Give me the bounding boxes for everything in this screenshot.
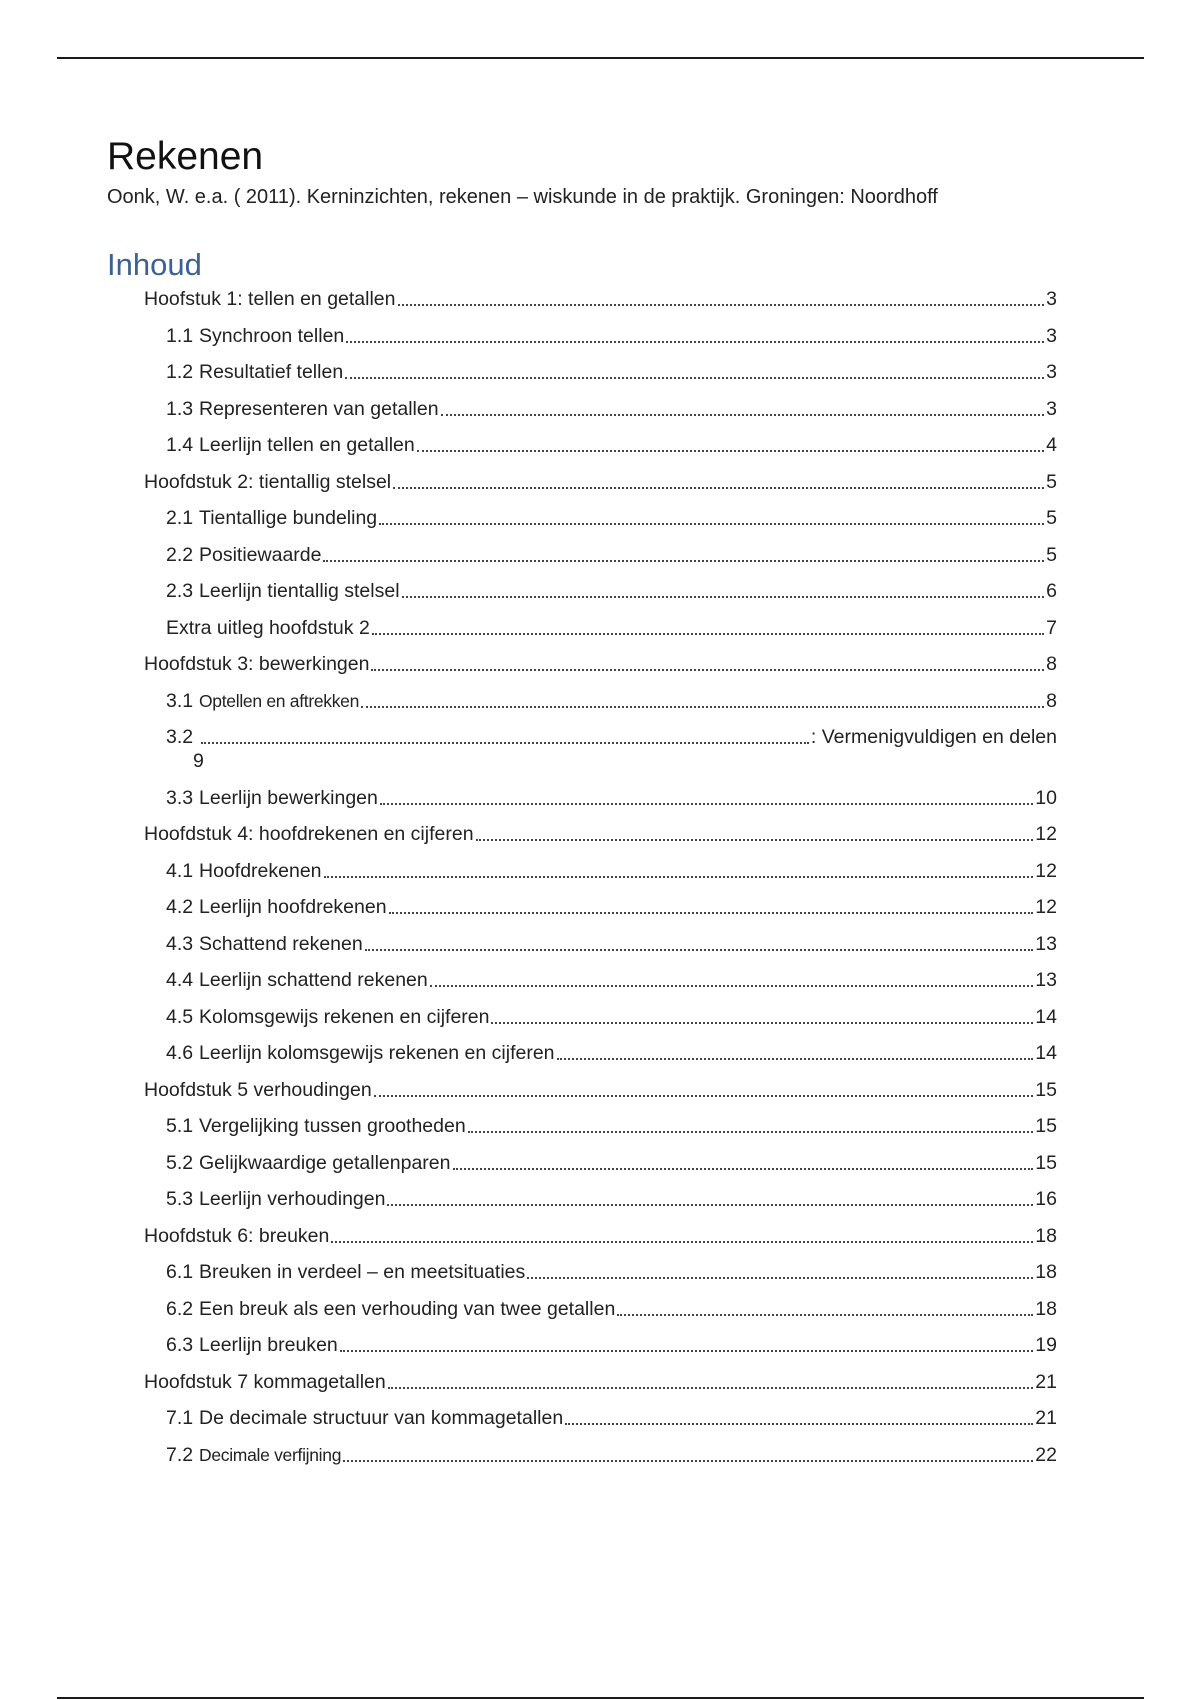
toc-chapter-entry[interactable] [107,287,1057,311]
toc-chapter-entry[interactable] [107,822,1057,846]
dot-leader [441,414,1045,416]
toc-entry-title: Optellen en aftrekken [199,690,360,711]
toc-section-entry[interactable] [107,1151,1057,1175]
toc-section-entry[interactable] [107,725,1057,749]
dot-leader [380,803,1033,805]
toc-entry-title: Vergelijking tussen grootheden [199,1115,466,1137]
toc-entry-title: Leerlijn tientallig stelsel [199,580,400,602]
toc-chapter-entry[interactable] [107,1078,1057,1102]
toc-section-entry[interactable] [107,1114,1057,1138]
toc-section-entry[interactable] [107,1406,1057,1430]
toc-section-entry[interactable] [107,324,1057,348]
toc-entry-title: Hoofdrekenen [199,859,322,882]
dot-leader [340,1350,1034,1352]
toc-entry-number: 4.2 [166,896,194,918]
toc-section-entry[interactable] [107,1041,1057,1065]
toc-entry-number: 2.3 [166,580,194,602]
toc-entry-number: 4.5 [166,1005,194,1028]
dot-leader [402,596,1045,598]
toc-entry-number: 2.2 [166,543,194,566]
toc-entry-number: 3.3 [166,786,194,809]
toc-entry-number: 6.2 [166,1297,194,1320]
toc-entry-number: 7.2 [166,1443,194,1466]
dot-leader [557,1058,1034,1060]
toc-section-entry[interactable] [107,397,1057,421]
toc-page-number: : Vermenigvuldigen en delen [810,726,1057,748]
toc-wrapped-page-number: 9 [193,750,204,772]
toc-entry-title: Leerlijn tellen en getallen [199,434,415,456]
toc-page-number: 5 [1046,507,1057,529]
toc-section-entry[interactable] [107,968,1057,992]
toc-entry-number: 7.1 [166,1407,194,1429]
dot-leader [565,1423,1033,1425]
toc-entry-title: Leerlijn schattend rekenen [199,969,428,991]
toc-entry-title: Hoofdstuk 2: tientallig stelsel [144,470,392,493]
toc-chapter-entry[interactable] [107,470,1057,494]
toc-chapter-entry[interactable] [107,1370,1057,1394]
toc-heading: Inhoud [107,247,202,282]
toc-entry-title: Leerlijn kolomsgewijs rekenen en cijferen [199,1042,555,1064]
toc-entry-title: Breuken in verdeel – en meetsituaties [199,1261,526,1283]
toc-page-number: 12 [1035,823,1057,845]
toc-section-entry[interactable] [107,1187,1057,1211]
toc-page-number: 18 [1035,1224,1057,1247]
toc-entry-title: Leerlijn verhoudingen [199,1188,386,1210]
dot-leader [398,304,1045,306]
toc-entry-number: 6.3 [166,1334,194,1356]
toc-page-number: 13 [1035,932,1057,955]
toc-entry-title: Leerlijn hoofdrekenen [199,896,387,918]
toc-page-number: 12 [1035,896,1057,918]
citation: Oonk, W. e.a. ( 2011). Kerninzichten, rekenen – wiskunde in de praktijk. Groningen: Noordhoff [107,186,938,208]
toc-section-entry[interactable] [107,543,1057,567]
toc-entry-title: Gelijkwaardige getallenparen [199,1151,451,1174]
toc-entry-number: 1.3 [166,397,194,420]
dot-leader [527,1277,1033,1279]
toc-entry-number: 4.1 [166,859,194,882]
toc-section-entry[interactable] [107,1443,1057,1467]
toc-page-number: 5 [1046,470,1057,493]
toc-entry-title: Leerlijn bewerkingen [199,786,378,809]
toc-entry-number: 3.1 [166,689,194,712]
toc-section-entry[interactable] [107,433,1057,457]
toc-page-number: 10 [1035,786,1057,809]
toc-section-entry[interactable] [107,360,1057,384]
toc-section-entry[interactable] [107,579,1057,603]
dot-leader [387,1204,1033,1206]
toc-entry-title: Hoofdstuk 7 kommagetallen [144,1370,386,1393]
toc-section-entry[interactable] [107,932,1057,956]
toc-section-entry[interactable] [107,506,1057,530]
toc-page-number: 15 [1035,1151,1057,1174]
toc-section-entry[interactable] [107,689,1057,713]
toc-entry-title: Positiewaarde [199,543,322,566]
dot-leader [345,377,1044,379]
dot-leader [468,1131,1034,1133]
toc-page-number: 21 [1035,1407,1057,1429]
toc-entry-title: Kolomsgewijs rekenen en cijferen [199,1005,490,1028]
dot-leader [323,560,1044,562]
toc-section-entry[interactable] [107,895,1057,919]
document-title: Rekenen [107,135,264,178]
toc-chapter-entry[interactable] [107,1224,1057,1248]
toc-section-entry[interactable] [107,859,1057,883]
toc-entry-title: Hoofdstuk 5 verhoudingen [144,1078,372,1101]
dot-leader [331,1241,1033,1243]
toc-entry-number: 1.4 [166,434,194,456]
toc-entry-number: 5.3 [166,1188,194,1210]
toc-page-number: 15 [1035,1078,1057,1101]
dot-leader [417,450,1044,452]
table-of-contents [107,287,1057,1467]
toc-entry-number: 5.1 [166,1115,194,1137]
toc-page-number: 3 [1046,288,1057,310]
toc-page-number: 14 [1035,1005,1057,1028]
document-page [107,135,1057,1467]
toc-entry-number: 1.2 [166,361,194,383]
toc-page-number: 6 [1046,580,1057,602]
toc-page-number: 3 [1046,397,1057,420]
dot-leader [372,633,1044,635]
toc-page-number: 13 [1035,969,1057,991]
toc-entry-title: Hoofdstuk 4: hoofdrekenen en cijferen [144,823,474,845]
toc-entry-title: Tientallige bundeling [199,507,378,529]
toc-section-entry[interactable] [107,616,1057,640]
dot-leader [388,1387,1034,1389]
toc-page-number: 21 [1035,1370,1057,1393]
dot-leader [476,839,1034,841]
toc-page-number: 8 [1046,689,1057,712]
toc-section-entry[interactable] [107,1333,1057,1357]
footer-rule [57,1697,1144,1699]
toc-entry-number: 4.4 [166,969,194,991]
toc-entry-number: 3.2 [166,726,194,748]
toc-entry-title: Hoofdstuk 6: breuken [144,1224,330,1247]
toc-section-entry[interactable] [107,1297,1057,1321]
toc-entry-title: Representeren van getallen [199,397,439,420]
dot-leader [389,912,1034,914]
dot-leader [453,1168,1034,1170]
toc-entry-title: Hoofdstuk 3: bewerkingen [144,653,370,675]
dot-leader [201,742,809,744]
dot-leader [371,669,1044,671]
dot-leader [361,706,1044,708]
header-rule [57,57,1144,59]
toc-entry-number: 1.1 [166,324,194,347]
toc-entry-title: Resultatief tellen [199,361,344,383]
toc-page-number: 22 [1035,1443,1057,1466]
toc-entry-number: 2.1 [166,507,194,529]
toc-page-number: 18 [1035,1261,1057,1283]
toc-entry-title: Extra uitleg hoofdstuk 2 [166,616,370,639]
toc-entry-title: Een breuk als een verhouding van twee getallen [199,1297,616,1320]
toc-page-number: 15 [1035,1115,1057,1137]
toc-page-number: 4 [1046,434,1057,456]
toc-page-number: 5 [1046,543,1057,566]
dot-leader [343,1460,1033,1462]
dot-leader [379,523,1044,525]
toc-entry-title: Synchroon tellen [199,324,345,347]
toc-entry-title: Hoofstuk 1: tellen en getallen [144,288,396,310]
toc-entry-number: 5.2 [166,1151,194,1174]
dot-leader [430,985,1034,987]
toc-entry-title: De decimale structuur van kommagetallen [199,1407,564,1429]
toc-page-number: 16 [1035,1188,1057,1210]
toc-section-entry[interactable] [107,786,1057,810]
toc-page-number: 7 [1046,616,1057,639]
toc-entry-number: 4.6 [166,1042,194,1064]
toc-chapter-entry[interactable] [107,652,1057,676]
dot-leader [346,341,1044,343]
dot-leader [491,1022,1033,1024]
dot-leader [374,1095,1034,1097]
dot-leader [324,876,1034,878]
dot-leader [617,1314,1033,1316]
toc-page-number: 12 [1035,859,1057,882]
toc-page-number: 18 [1035,1297,1057,1320]
toc-entry-title: Leerlijn breuken [199,1334,338,1356]
toc-entry-title: Schattend rekenen [199,932,363,955]
toc-page-number: 8 [1046,653,1057,675]
toc-entry-title: Decimale verfijning [199,1444,342,1465]
toc-entry-number: 4.3 [166,932,194,955]
toc-entry-number: 6.1 [166,1261,194,1283]
toc-section-entry[interactable] [107,1260,1057,1284]
toc-page-number: 3 [1046,361,1057,383]
toc-page-number: 14 [1035,1042,1057,1064]
dot-leader [365,949,1034,951]
toc-section-entry[interactable] [107,1005,1057,1029]
toc-page-number: 3 [1046,324,1057,347]
dot-leader [393,487,1044,489]
toc-page-number: 19 [1035,1334,1057,1356]
